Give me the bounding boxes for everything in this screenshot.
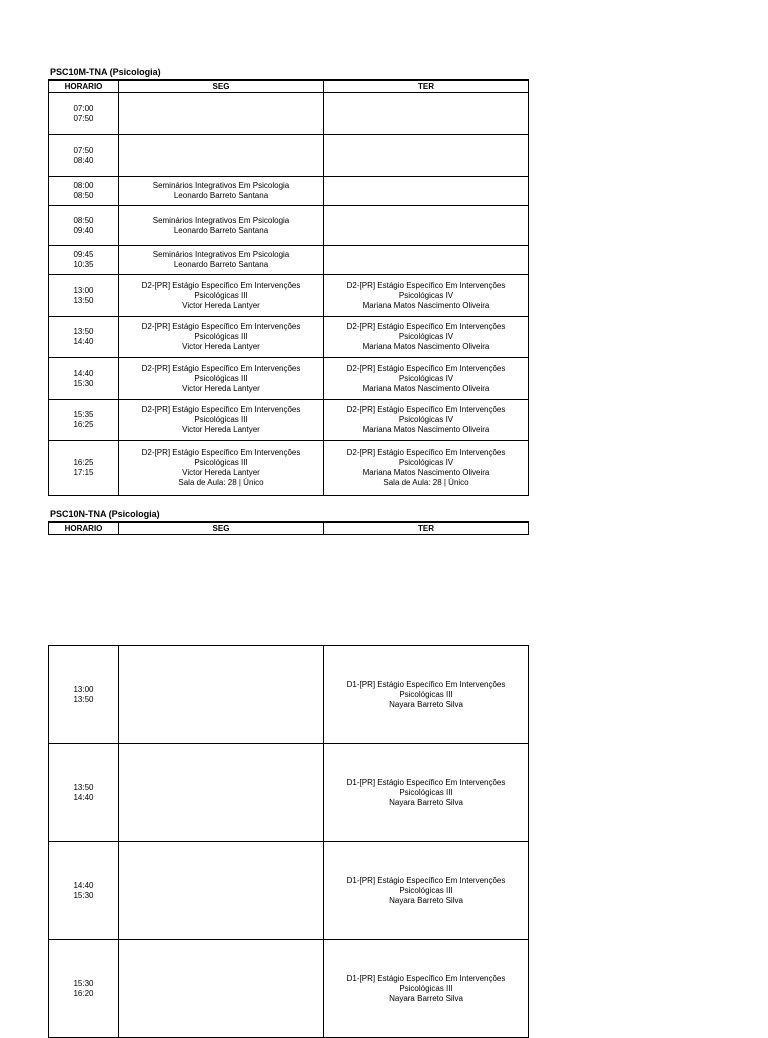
ter-cell [324,246,529,275]
class-line: Psicológicas IV [398,458,454,467]
ter-cell [324,275,529,317]
header-seg: SEG [119,522,324,535]
time-cell [49,206,119,246]
ter-cell [324,441,529,496]
schedule-row [49,744,529,842]
time-line: 10:35 [73,260,94,269]
schedule-row [49,400,529,441]
seg-cell [119,93,324,135]
class-line: D1-[PR] Estágio Específico Em Intervenções [346,875,506,885]
ter-cell [324,177,529,206]
time-cell [49,317,119,358]
time-line: 07:00 [73,103,94,113]
class-line: Mariana Matos Nascimento Oliveira [362,468,490,477]
class-line: Psicológicas III [194,332,248,341]
time-line: 14:40 [73,368,94,378]
seg-cell [119,400,324,441]
schedule-table-psc10m [48,79,529,496]
schedule-row [49,93,529,135]
seg-cell [119,646,324,744]
schedule-row [49,646,529,744]
class-line: D2-[PR] Estágio Específico Em Intervenções [141,363,301,373]
schedule-table-psc10n [48,645,529,1038]
class-line: D2-[PR] Estágio Específico Em Intervenções [346,405,506,414]
class-line: Victor Hereda Lantyer [182,383,260,393]
class-line: Psicológicas IV [398,415,454,424]
schedule-table-psc10n-header [48,521,529,535]
header-ter: TER [324,80,529,93]
ter-cell [324,646,529,744]
class-line: Seminários Integrativos Em Psicologia [152,250,290,259]
class-line: Psicológicas III [194,373,248,383]
time-line: 15:35 [73,410,94,419]
time-cell [49,940,119,1038]
class-line: Victor Hereda Lantyer [182,342,260,351]
class-line: D2-[PR] Estágio Específico Em Intervenções [141,280,301,290]
time-line: 16:20 [73,988,94,998]
class-line: Psicológicas III [194,415,248,424]
schedule-row [49,206,529,246]
seg-cell [119,135,324,177]
time-cell [49,400,119,441]
time-line: 15:30 [73,890,94,900]
seg-cell [119,317,324,358]
class-line: D1-[PR] Estágio Específico Em Intervenções [346,679,506,689]
class-line: Psicológicas III [399,885,453,895]
time-line: 14:40 [73,337,94,346]
header-row [49,522,529,535]
class-line: D1-[PR] Estágio Específico Em Intervenções [346,777,506,787]
class-line: Psicológicas III [399,689,453,699]
time-line: 13:00 [73,285,94,295]
class-line: Nayara Barreto Silva [389,797,463,807]
time-cell [49,358,119,400]
time-line: 07:50 [73,113,94,123]
class-line: D2-[PR] Estágio Específico Em Intervenções [346,363,506,373]
ter-cell [324,940,529,1038]
class-line: D2-[PR] Estágio Específico Em Intervenções [346,448,506,457]
time-cell [49,177,119,206]
schedule-row [49,177,529,206]
time-line: 09:40 [73,225,94,235]
schedule-row [49,317,529,358]
class-line: Psicológicas III [194,458,248,467]
ter-cell [324,358,529,400]
class-line: Psicológicas IV [398,332,454,341]
time-cell [49,744,119,842]
class-line: Victor Hereda Lantyer [182,468,260,477]
class-line: Psicológicas III [194,290,248,300]
class-line: D2-[PR] Estágio Específico Em Intervenções [141,448,301,457]
time-line: 16:25 [73,458,94,467]
time-line: 08:50 [73,191,94,200]
class-line: Leonardo Barreto Santana [173,191,269,200]
time-cell [49,275,119,317]
class-line: Nayara Barreto Silva [389,699,463,709]
schedule-row [49,135,529,177]
time-cell [49,246,119,275]
ter-cell [324,135,529,177]
time-line: 13:50 [73,782,94,792]
class-line: Seminários Integrativos Em Psicologia [152,215,290,225]
header-ter: TER [324,522,529,535]
class-line: Victor Hereda Lantyer [182,425,260,434]
class-line: Mariana Matos Nascimento Oliveira [362,425,490,434]
seg-cell [119,206,324,246]
ter-cell [324,400,529,441]
class-line: Mariana Matos Nascimento Oliveira [362,383,490,393]
time-line: 13:50 [73,327,94,336]
time-line: 14:40 [73,880,94,890]
time-line: 09:45 [73,250,94,259]
seg-cell [119,177,324,206]
class-line: Leonardo Barreto Santana [173,225,269,235]
class-line: D2-[PR] Estágio Específico Em Intervenções [141,322,301,331]
header-horario: HORARIO [49,80,119,93]
schedule-row [49,246,529,275]
schedule-row [49,441,529,496]
ter-cell [324,206,529,246]
ter-cell [324,93,529,135]
seg-cell [119,940,324,1038]
seg-cell [119,358,324,400]
time-line: 15:30 [73,378,94,388]
class-line: Sala de Aula: 28 | Único [383,478,469,487]
time-line: 17:15 [73,468,94,477]
class-line: Nayara Barreto Silva [389,993,463,1003]
class-line: Leonardo Barreto Santana [173,260,269,269]
schedule-row [49,358,529,400]
class-line: Psicológicas III [399,787,453,797]
schedule-row [49,842,529,940]
class-line: Psicológicas IV [398,290,454,300]
class-line: Mariana Matos Nascimento Oliveira [362,342,490,351]
schedule-row [49,275,529,317]
section1-title: PSC10M-TNA (Psicologia) [50,67,161,77]
ter-cell [324,317,529,358]
header-seg: SEG [119,80,324,93]
time-cell [49,93,119,135]
class-line: D2-[PR] Estágio Específico Em Intervenções [346,322,506,331]
seg-cell [119,842,324,940]
time-line: 08:40 [73,155,94,165]
time-line: 16:25 [73,420,94,429]
class-line: Victor Hereda Lantyer [182,300,260,310]
time-cell [49,842,119,940]
time-line: 14:40 [73,792,94,802]
class-line: Mariana Matos Nascimento Oliveira [362,300,490,310]
class-line: D2-[PR] Estágio Específico Em Intervenções [346,280,506,290]
header-row [49,80,529,93]
time-line: 08:00 [73,181,94,190]
class-line: Psicológicas III [399,983,453,993]
ter-cell [324,842,529,940]
class-line: D1-[PR] Estágio Específico Em Intervenções [346,973,506,983]
seg-cell [119,744,324,842]
class-line: Psicológicas IV [398,373,454,383]
seg-cell [119,246,324,275]
time-cell [49,441,119,496]
class-line: D2-[PR] Estágio Específico Em Intervenções [141,405,301,414]
section2-title: PSC10N-TNA (Psicologia) [50,509,160,519]
schedule-row [49,940,529,1038]
time-line: 13:50 [73,694,94,704]
class-line: Sala de Aula: 28 | Único [178,478,264,487]
time-line: 07:50 [73,145,94,155]
seg-cell [119,275,324,317]
class-line: Nayara Barreto Silva [389,895,463,905]
time-line: 15:30 [73,978,94,988]
time-line: 13:50 [73,295,94,305]
header-horario: HORARIO [49,522,119,535]
time-cell [49,646,119,744]
time-line: 13:00 [73,684,94,694]
time-line: 08:50 [73,215,94,225]
ter-cell [324,744,529,842]
class-line: Seminários Integrativos Em Psicologia [152,181,290,190]
time-cell [49,135,119,177]
seg-cell [119,441,324,496]
